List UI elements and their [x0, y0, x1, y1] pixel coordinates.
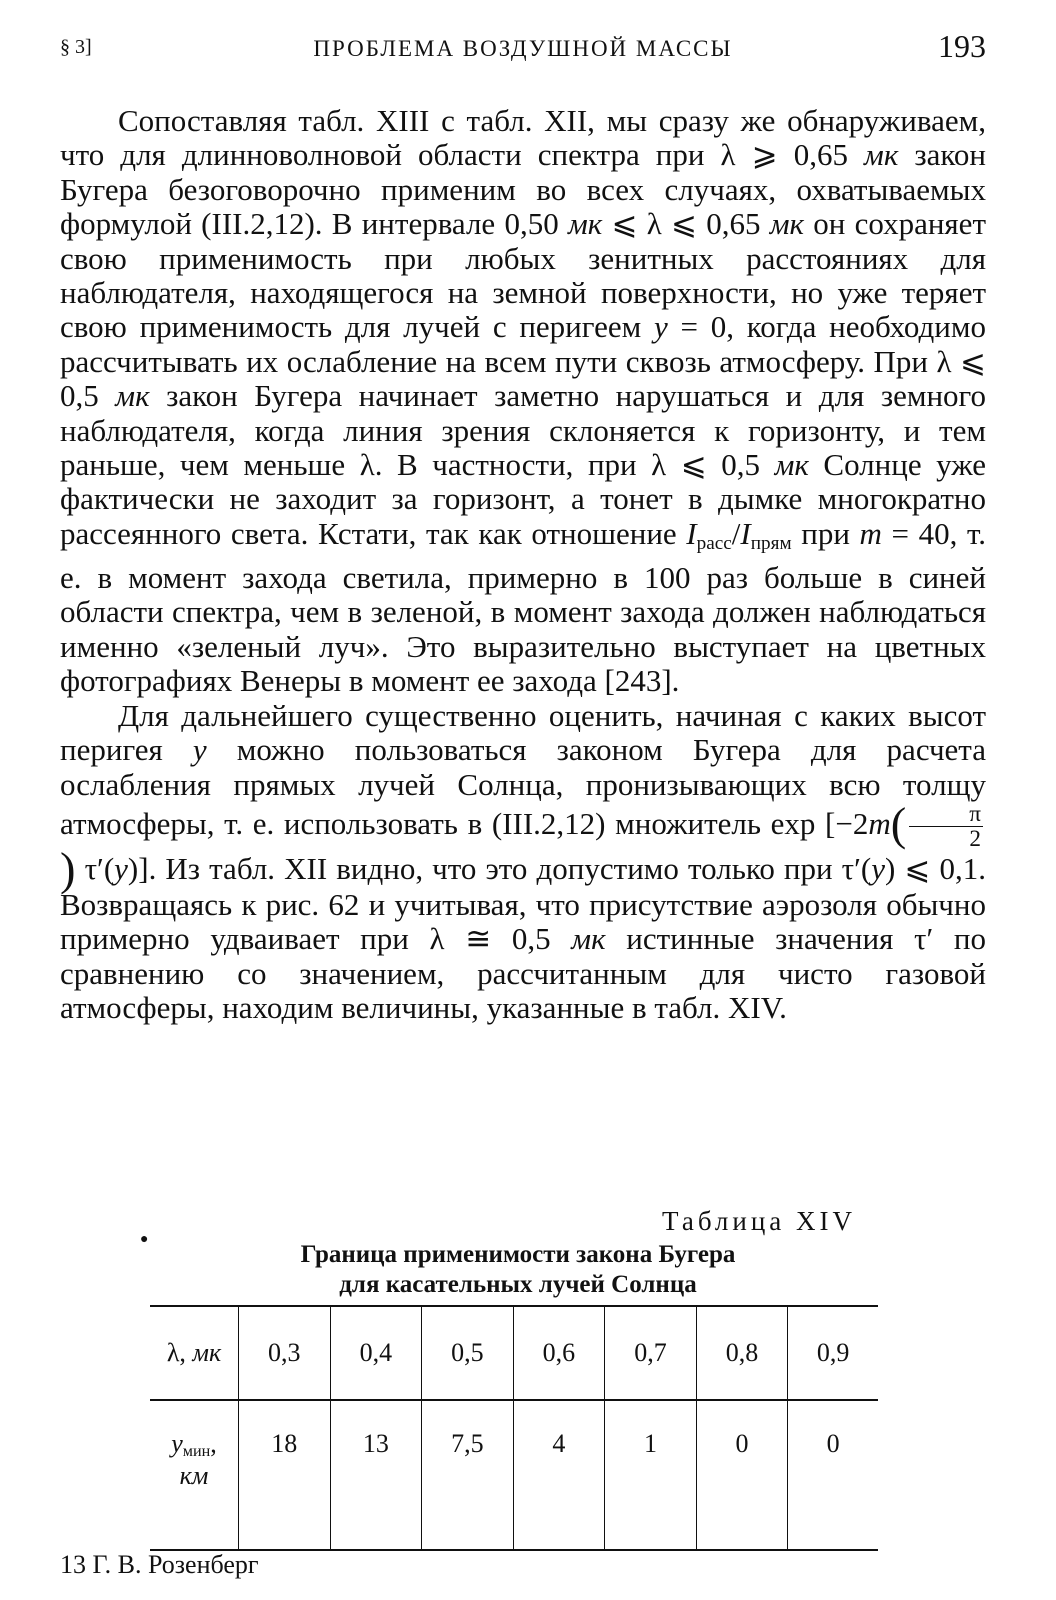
table-cell: 0,3: [239, 1306, 331, 1400]
table-cell: 7,5: [422, 1400, 514, 1550]
body-text: [60, 104, 986, 1025]
table-cell: 0,9: [788, 1306, 878, 1400]
table-caption: Граница применимости закона Бугера для касательных лучей Солнца: [300, 1241, 736, 1298]
table-cell: 0,6: [513, 1306, 605, 1400]
table-cell: 18: [239, 1400, 331, 1550]
running-title: ПРОБЛЕМА ВОЗДУШНОЙ МАССЫ: [313, 36, 733, 61]
section-marker: § 3]: [60, 36, 92, 58]
table-row-lambda: [150, 1306, 878, 1400]
running-header: [60, 28, 986, 68]
signature-footer: 13 Г. В. Розенберг: [60, 1550, 259, 1579]
table-cell: 1: [605, 1400, 697, 1550]
row-header-lambda: λ, мк: [150, 1306, 239, 1400]
table-row-ymin: [150, 1400, 878, 1550]
paragraph-2: Для дальнейшего существенно оценить, начиная с каких высот перигея y можно пользоваться законом Бугера для расчета ослабления прямых лучей Солнца, пронизывающих всю толщу атмосферы, т. е. использовать в (III.2,12) множитель exp [−2m( $\frac{\pi}{2}$ ) τ′(y)]. Из табл. XII видно, что это допустимо только при τ′(y) ⩽ 0,1. Возвращаясь к рис. 62 и учитывая, что присутствие аэрозоля обычно примерно удваивает при λ ≅ 0,5 мк истинные значения τ′ по сравнению со значением, рассчитанным для чисто газовой атмосферы, находим величины, указанные в табл. XIV.: [60, 697, 986, 1025]
row-header-ymin: $y_{мин}$, км: [150, 1400, 239, 1550]
table-cell: 0,8: [696, 1306, 788, 1400]
table-cell: 0,4: [330, 1306, 422, 1400]
table-cell: 13: [330, 1400, 422, 1550]
pi-over-two-fraction: $\frac{\pi}{2}$: [909, 802, 983, 852]
table-label: Таблица XIV: [662, 1206, 856, 1236]
print-dot: ●: [140, 1232, 149, 1247]
table-cell: 0,7: [605, 1306, 697, 1400]
bouguer-limit-table: [150, 1305, 878, 1551]
table-cell: 0,5: [422, 1306, 514, 1400]
paragraph-1: Сопоставляя табл. XIII с табл. XII, мы сразу же обнаруживаем, что для длинноволновой области спектра при λ ⩾ 0,65 мк закон Бугера безоговорочно применим во всех случаях, охватываемых формулой (III.2,12). В интервале 0,50 мк ⩽ λ ⩽ 0,65 мк он сохраняет свою применимость при любых зенитных расстояниях для наблюдателя, находящегося на земной поверхности, но уже теряет свою применимость для лучей с перигеем y = 0, когда необходимо рассчитывать их ослабление на всем пути сквозь атмосферу. При λ ⩽ 0,5 мк закон Бугера начинает заметно нарушаться и для земного наблюдателя, когда линия зрения склоняется к горизонту, и тем раньше, чем меньше λ. В частности, при λ ⩽ 0,5 мк Солнце уже фактически не заходит за горизонт, а тонет в дымке многократно рассеянного света. Кстати, так как отношение $I_{расс}/I_{прям}$ при m = 40, т. е. в момент захода светила, примерно в 100 раз больше в синей области спектра, чем в зеленой, в момент захода должен наблюдаться именно «зеленый луч». Это выразительно выступает на цветных фотографиях Венеры в момент ее захода [243].: [60, 103, 987, 699]
table-cell: 0: [788, 1400, 878, 1550]
table-cell: 4: [513, 1400, 605, 1550]
page-number: 193: [938, 28, 986, 64]
table-cell: 0: [696, 1400, 788, 1550]
